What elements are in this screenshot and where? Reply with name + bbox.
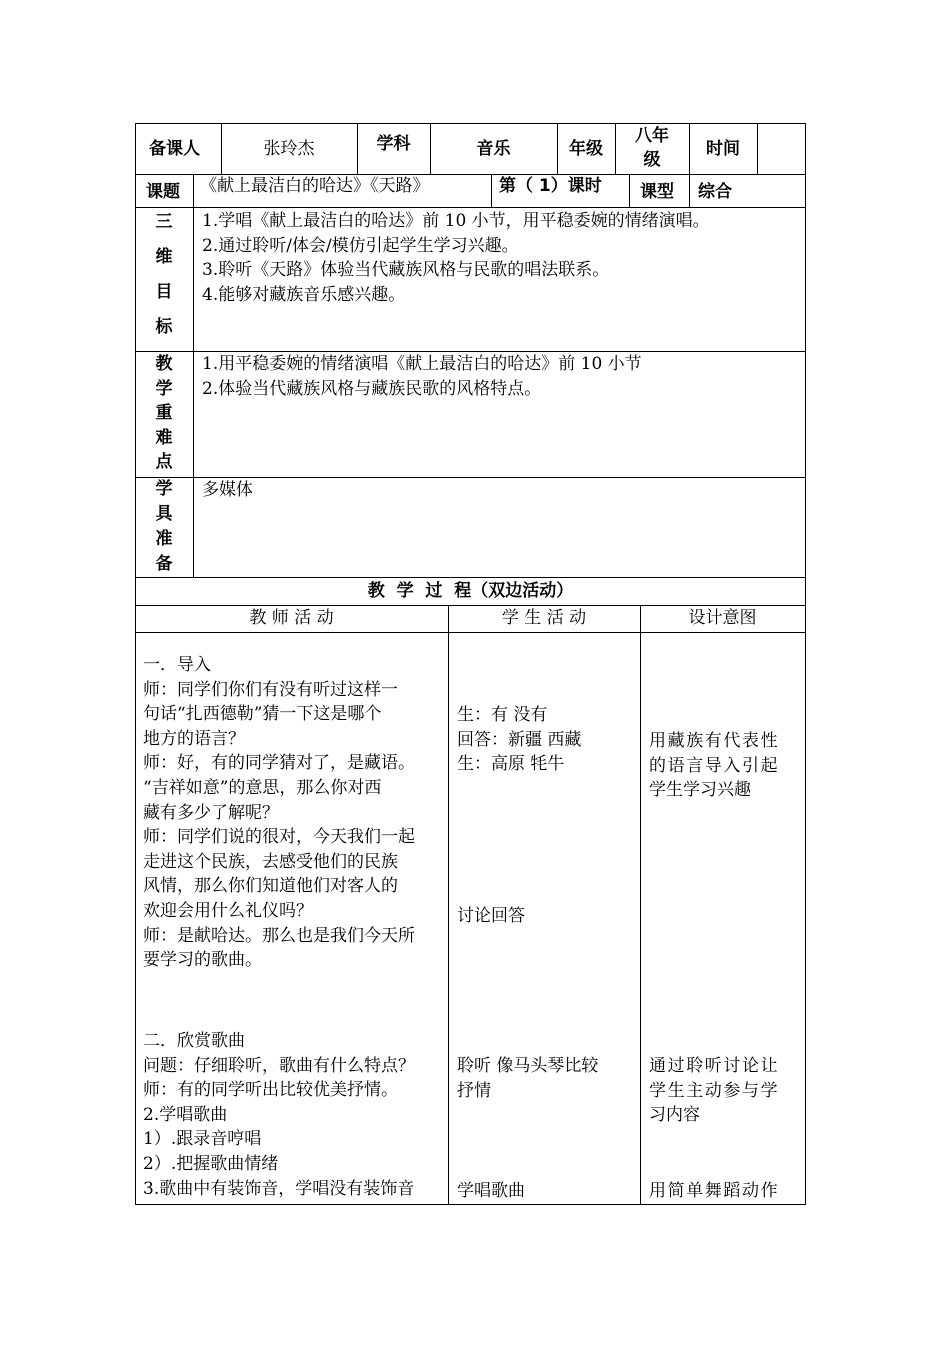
- design-intent-dance: 用简单舞蹈动作: [649, 1181, 780, 1201]
- student-activity-listen: [457, 1054, 598, 1103]
- teacher-line: 风情，那么你们知道他们对客人的: [143, 876, 398, 897]
- teacher-line: 句话“扎西德勒”猜一下这是哪个: [143, 704, 382, 725]
- student-line: 回答：新疆 西藏: [457, 729, 582, 750]
- col-divider: [491, 174, 492, 207]
- teacher-line: 师：是献哈达。那么也是我们今天所: [143, 925, 415, 946]
- student-sing: 学唱歌曲: [457, 1181, 525, 1201]
- keypoints-label: 教学重难点: [155, 354, 173, 472]
- teacher-line: 师：有的同学听出比较优美抒情。: [143, 1080, 398, 1101]
- student-line: 生：有 没有: [457, 705, 548, 725]
- teacher-activity-appreciate: [143, 1029, 415, 1201]
- row-divider: [135, 207, 806, 208]
- materials-value: 多媒体: [202, 480, 253, 500]
- teacher-line: 一．导入: [143, 655, 211, 675]
- objective-line: 2.通过聆听/体会/模仿引起学生学习兴趣。: [202, 235, 519, 256]
- col-divider: [757, 123, 758, 174]
- design-line: 学生学习兴趣: [649, 780, 751, 801]
- objectives-label: 三维目标: [155, 212, 173, 337]
- teacher-line: 走进这个民族，去感受他们的民族: [143, 851, 398, 872]
- subject-value: 音乐: [476, 139, 511, 159]
- objectives-list: [202, 209, 710, 307]
- design-intent-listen: [649, 1054, 779, 1128]
- time-label: 时间: [706, 139, 740, 159]
- teacher-line: 2）.把握歌曲情绪: [143, 1153, 279, 1174]
- preparer-value: 张玲杰: [263, 139, 315, 159]
- design-line: 习内容: [649, 1105, 700, 1126]
- student-discuss: 讨论回答: [457, 906, 525, 926]
- col-divider: [193, 174, 194, 207]
- type-label: 课型: [640, 182, 674, 202]
- preparer-label: 备课人: [149, 139, 200, 159]
- topic-label: 课题: [146, 182, 180, 202]
- student-line: 生：高原 牦牛: [457, 754, 565, 775]
- table-border-top: [135, 123, 806, 124]
- col-divider: [640, 605, 641, 1205]
- row-divider: [135, 632, 806, 633]
- keypoint-line: 2.体验当代藏族风格与藏族民歌的风格特点。: [202, 378, 542, 399]
- teacher-line: 要学习的歌曲。: [143, 950, 262, 971]
- design-line: 通过聆听讨论让: [649, 1056, 780, 1076]
- process-title: 教 学 过 程（双边活动）: [367, 581, 574, 601]
- col-divider: [448, 605, 449, 1205]
- row-divider: [135, 577, 806, 578]
- table-border-left: [135, 123, 136, 1205]
- teacher-line: 地方的语言？: [143, 728, 245, 749]
- teacher-line: 师：同学们你们有没有听过这样一: [143, 679, 398, 700]
- teacher-line: “吉祥如意”的意思，那么你对西: [143, 777, 382, 798]
- type-value: 综合: [698, 182, 732, 202]
- teacher-line: 3.歌曲中有装饰音，学唱没有装饰音: [143, 1178, 415, 1199]
- teacher-line: 藏有多少了解呢？: [143, 802, 279, 823]
- student-line: 抒情: [457, 1080, 491, 1101]
- student-column-header: 学 生 活 动: [501, 608, 587, 628]
- objective-line: 3.聆听《天路》体验当代藏族风格与民歌的唱法联系。: [202, 260, 610, 281]
- table-border-bottom: [135, 1204, 806, 1205]
- grade-value-line2: 级: [643, 150, 661, 170]
- keypoints-list: [202, 352, 642, 401]
- design-column-header: 设计意图: [688, 608, 757, 628]
- col-divider: [689, 174, 690, 207]
- col-divider: [629, 174, 630, 207]
- materials-label: 学具准备: [155, 479, 173, 574]
- teacher-line: 2.学唱歌曲: [143, 1104, 228, 1125]
- design-line: 的语言导入引起: [649, 755, 780, 776]
- col-divider: [193, 207, 194, 577]
- design-intent-intro: [649, 729, 779, 803]
- objective-line: 4.能够对藏族音乐感兴趣。: [202, 284, 406, 305]
- teacher-line: 师：好，有的同学猜对了，是藏语。: [143, 753, 415, 774]
- topic-value: 《献上最洁白的哈达》《天路》: [200, 176, 430, 196]
- student-activity-answers: [457, 703, 581, 777]
- table-border-right: [805, 123, 806, 1205]
- teacher-line: 师：同学们说的很对，今天我们一起: [143, 827, 415, 848]
- keypoint-line: 1.用平稳委婉的情绪演唱《献上最洁白的哈达》前 10 小节: [202, 354, 642, 374]
- teacher-line: 1）.跟录音哼唱: [143, 1129, 262, 1150]
- teacher-line: 问题：仔细聆听，歌曲有什么特点？: [143, 1055, 415, 1076]
- design-line: 用藏族有代表性: [649, 731, 780, 751]
- period-value: 第（ 1）课时: [499, 176, 602, 196]
- design-line: 学生主动参与学: [649, 1080, 780, 1101]
- teacher-line: 二．欣赏歌曲: [143, 1031, 245, 1051]
- student-line: 聆听 像马头琴比较: [457, 1056, 599, 1076]
- grade-label: 年级: [569, 139, 603, 159]
- grade-value-line1: 八年: [635, 126, 669, 146]
- teacher-line: 欢迎会用什么礼仪吗？: [143, 900, 313, 921]
- teacher-column-header: 教 师 活 动: [249, 608, 334, 628]
- objective-line: 1.学唱《献上最洁白的哈达》前 10 小节，用平稳委婉的情绪演唱。: [202, 211, 710, 231]
- subject-label: 学科: [376, 134, 411, 154]
- teacher-activity-intro: [143, 653, 415, 973]
